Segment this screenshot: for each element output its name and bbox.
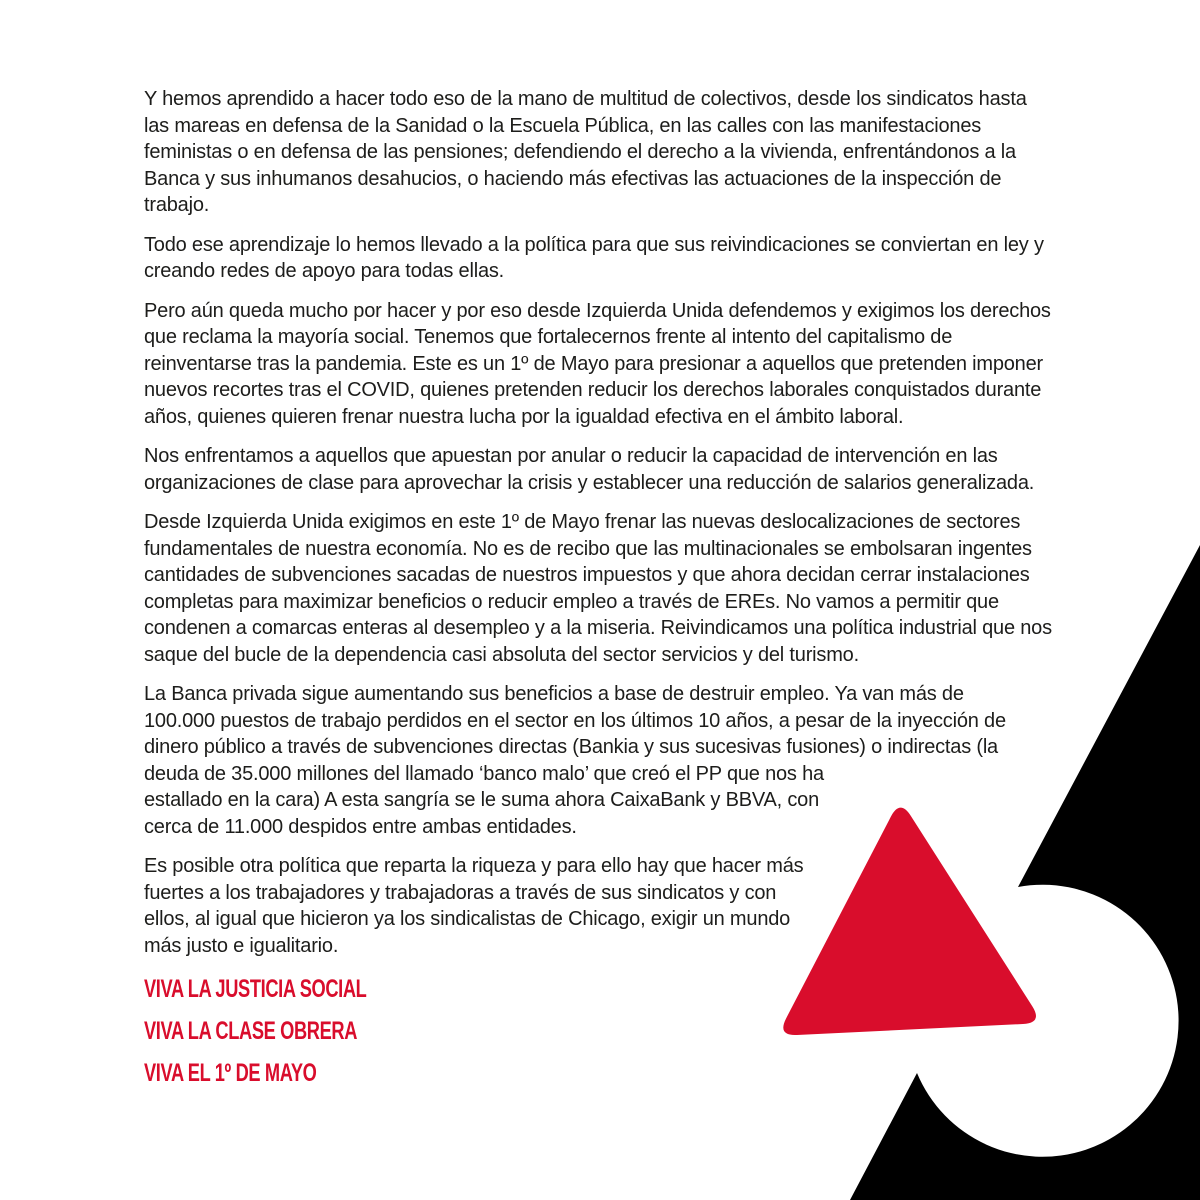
body-paragraph-6-text: La Banca privada sigue aumentando sus beneficios a base de destruir empleo. Ya van más de 100.000 puestos de trabajo perdidos en el sector en los últimos 10 años, a pesar de la inyección de dinero público a través de subvenciones directas (Bankia y sus sucesivas fusiones) o indirectas (la deuda de 35.000 millones del llamado ‘banco malo’ que creó el PP que nos ha estallado en la cara) A esta sangría se le suma ahora CaixaBank y BBVA, con cerca de 11.000 despidos entre ambas entidades. bbox=[144, 683, 1006, 838]
slogan-justicia-social: VIVA LA JUSTICIA SOCIAL bbox=[144, 975, 367, 1003]
body-paragraph-4: Nos enfrentamos a aquellos que apuestan por anular o reducir la capacidad de intervención en las organizaciones de clase para aprovechar la crisis y establecer una reducción de salarios generalizada. bbox=[144, 445, 1035, 494]
slogan-block bbox=[144, 977, 1056, 1086]
body-paragraph-1: Y hemos aprendido a hacer todo eso de la mano de multitud de colectivos, desde los sindicatos hasta las mareas en defensa de la Sanidad o la Escuela Pública, en las calles con las manifestaciones feministas o en defensa de las pensiones; defendiendo el derecho a la vivienda, enfrentándonos a la Banca y sus inhumanos desahucios, o haciendo más efectivas las actuaciones de la inspección de trabajo. bbox=[144, 88, 1027, 216]
body-paragraph-2: Todo ese aprendizaje lo hemos llevado a la política para que sus reivindicaciones se conviertan en ley y creando redes de apoyo para todas ellas. bbox=[144, 233, 1044, 282]
body-paragraph-3: Pero aún queda mucho por hacer y por eso desde Izquierda Unida defendemos y exigimos los derechos que reclama la mayoría social. Tenemos que fortalecernos frente al intento del capitalismo de reinventarse tras la pandemia. Este es un 1º de Mayo para presionar a aquellos que pretenden imponer nuevos recortes tras el COVID, quienes pretenden reducir los derechos laborales conquistados durante años, quienes quieren frenar nuestra lucha por la igualdad efectiva en el ámbito laboral. bbox=[144, 299, 1051, 428]
slogan-clase-obrera: VIVA LA CLASE OBRERA bbox=[144, 1017, 358, 1045]
body-text-column bbox=[144, 86, 1056, 1103]
wrap-spacer bbox=[828, 761, 1056, 881]
body-paragraph-6 bbox=[144, 681, 1056, 840]
body-paragraph-5: Desde Izquierda Unida exigimos en este 1º de Mayo frenar las nuevas deslocalizaciones de sectores fundamentales de nuestra economía. No es de recibo que las multinacionales se embolsaran ingentes cantidades de subvenciones sacadas de nuestros impuestos y que ahora decidan cerrar instalaciones completas para maximizar beneficios o reducir empleo a través de EREs. No vamos a permitir que condenen a comarcas enteras al desempleo y a la miseria. Reivindicamos una política industrial que nos saque del bucle de la dependencia casi absoluta del sector servicios y del turismo. bbox=[144, 511, 1052, 666]
slogan-primero-de-mayo: VIVA EL 1º DE MAYO bbox=[144, 1059, 317, 1087]
body-paragraph-7: Es posible otra política que reparta la riqueza y para ello hay que hacer más fuertes a los trabajadores y trabajadoras a través de sus sindicatos y con ellos, al igual que hicieron ya los sindicalistas de Chicago, exigir un mundo más justo e igualitario. bbox=[144, 855, 804, 957]
wrap-spacer bbox=[1014, 681, 1056, 761]
